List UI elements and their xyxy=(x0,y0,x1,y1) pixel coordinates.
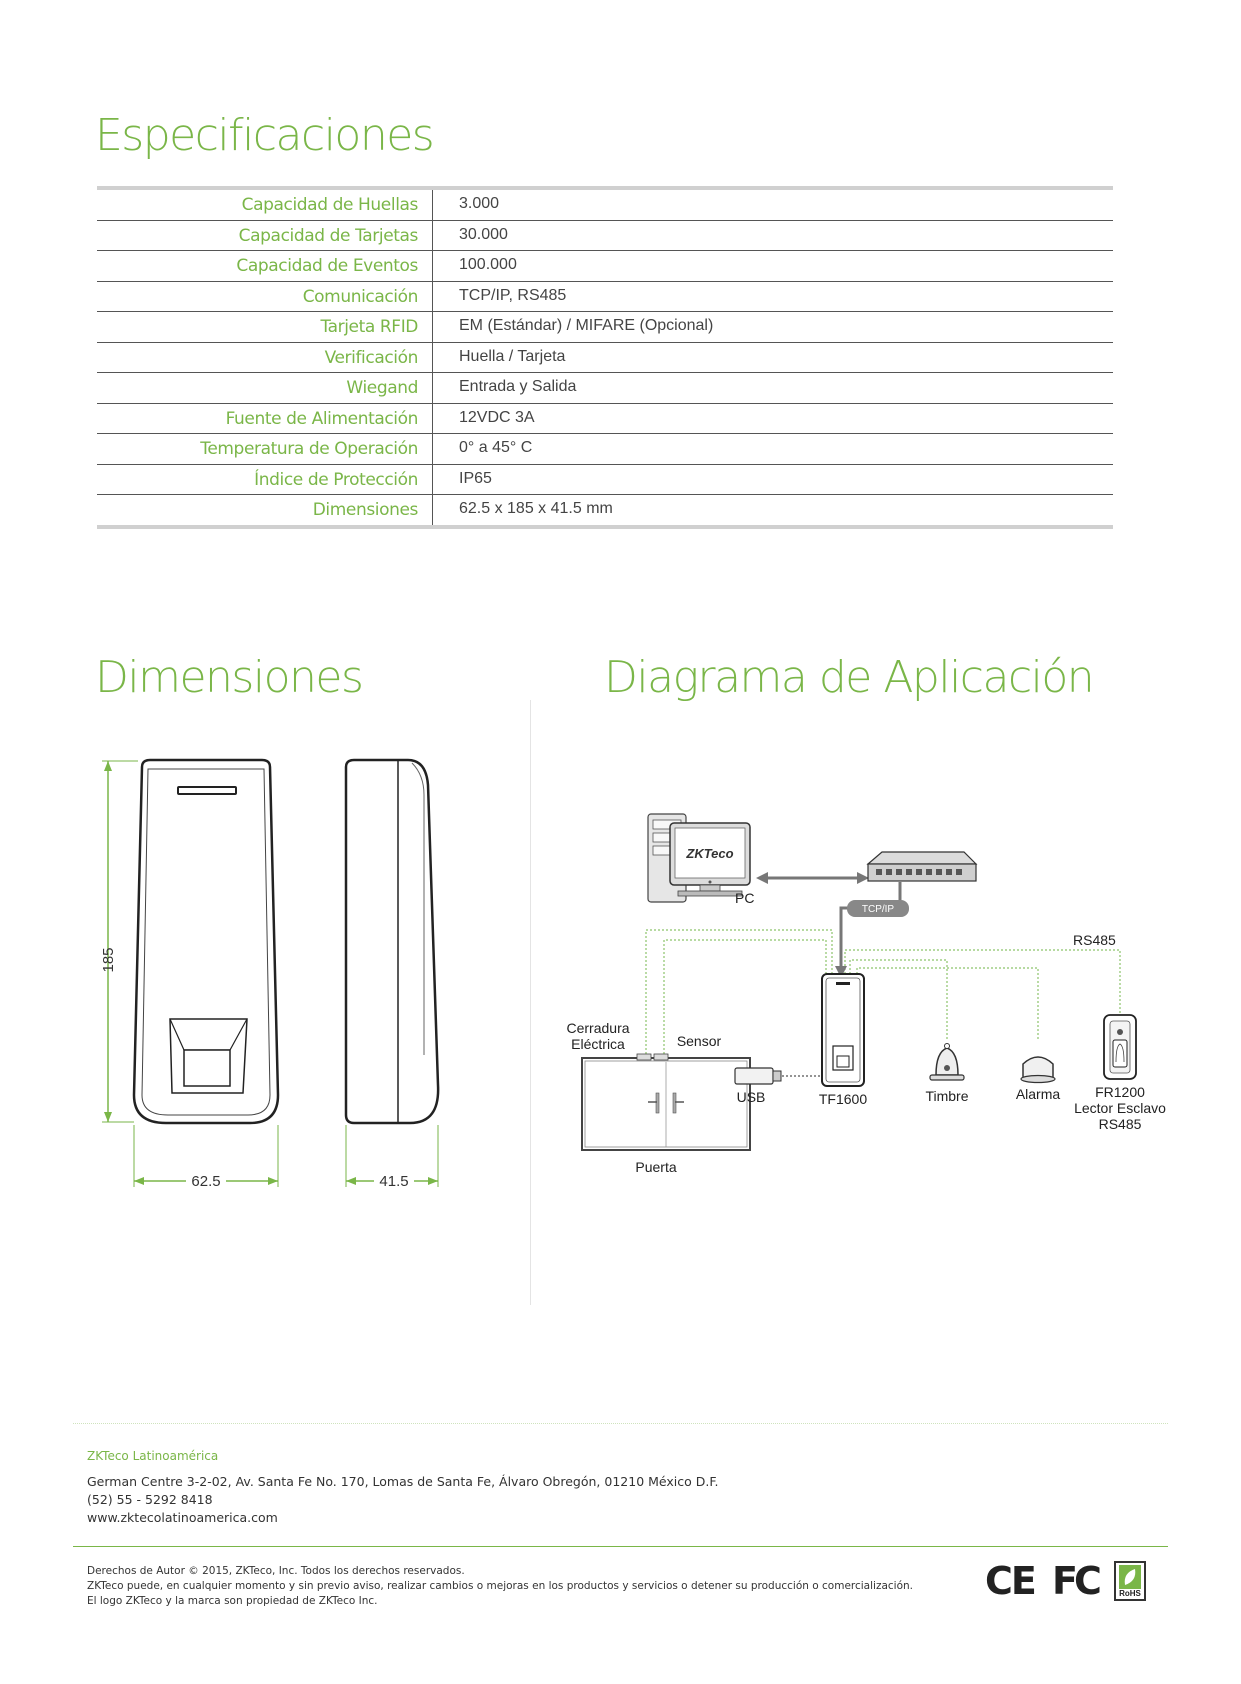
alarm-icon xyxy=(1021,1057,1055,1083)
diagram-title: Diagrama de Aplicación xyxy=(604,652,1094,703)
spec-value: EM (Estándar) / MIFARE (Opcional) xyxy=(459,317,714,334)
side-view xyxy=(346,760,438,1123)
dimensions-title: Dimensiones xyxy=(95,652,363,703)
spec-row xyxy=(97,190,1113,221)
spec-value: 100.000 xyxy=(459,256,517,273)
usb-label: USB xyxy=(736,1089,766,1105)
spec-row xyxy=(97,282,1113,313)
slave-label-3: RS485 xyxy=(1098,1116,1142,1132)
spec-row xyxy=(97,343,1113,374)
spec-label: Comunicación xyxy=(97,282,433,312)
rohs-badge xyxy=(1114,1561,1146,1601)
height-label: 185 xyxy=(100,947,117,973)
spec-label: Temperatura de Operación xyxy=(97,434,433,464)
footer-divider xyxy=(73,1546,1168,1547)
spec-row xyxy=(97,404,1113,435)
legal-line-1: Derechos de Autor © 2015, ZKTeco, Inc. Todos los derechos reservados. xyxy=(87,1565,465,1577)
spec-value: 62.5 x 185 x 41.5 mm xyxy=(459,500,613,517)
slave-label-1: FR1200 xyxy=(1095,1084,1145,1100)
spec-label: Wiegand xyxy=(97,373,433,403)
column-divider xyxy=(530,700,531,1305)
specs-title: Especificaciones xyxy=(95,110,434,161)
spec-row xyxy=(97,251,1113,282)
company-website[interactable]: www.zktecolatinoamerica.com xyxy=(87,1510,278,1525)
spec-value: IP65 xyxy=(459,469,492,487)
pc-brand-label: ZKTeco xyxy=(686,846,734,861)
pc-label: PC xyxy=(735,890,755,906)
front-view xyxy=(134,760,278,1123)
device-label: TF1600 xyxy=(818,1091,868,1107)
switch-icon xyxy=(868,852,976,881)
company-phone: (52) 55 - 5292 8418 xyxy=(87,1492,213,1507)
lock-label-2: Eléctrica xyxy=(571,1036,625,1052)
spec-value: TCP/IP, RS485 xyxy=(459,286,567,304)
spec-row xyxy=(97,495,1113,525)
tcpip-label: TCP/IP xyxy=(861,904,895,915)
spec-label: Índice de Protección xyxy=(97,465,433,495)
slave-reader-icon xyxy=(1104,1015,1136,1079)
spec-value: 30.000 xyxy=(459,225,508,243)
slave-label-2: Lector Esclavo xyxy=(1074,1100,1166,1116)
spec-value: 0° a 45° C xyxy=(459,439,533,456)
lock-label-1: Cerradura xyxy=(566,1020,630,1036)
door-label: Puerta xyxy=(635,1159,677,1175)
company-address: German Centre 3-2-02, Av. Santa Fe No. 170, Lomas de Santa Fe, Álvaro Obregón, 01210 México D.F. xyxy=(87,1474,719,1489)
spec-value: Huella / Tarjeta xyxy=(459,347,566,365)
spec-row xyxy=(97,312,1113,343)
spec-label: Verificación xyxy=(97,343,433,373)
legal-line-2: ZKTeco puede, en cualquier momento y sin previo aviso, realizar cambios o mejoras en los productos y servicios o detener su producción o comercialización. xyxy=(87,1580,913,1592)
device-icon xyxy=(822,974,864,1086)
spec-label: Capacidad de Tarjetas xyxy=(97,221,433,251)
spec-row xyxy=(97,221,1113,252)
pc-icon xyxy=(648,814,750,902)
bell-label: Timbre xyxy=(925,1088,969,1104)
depth-label: 41.5 xyxy=(379,1173,409,1190)
spec-row xyxy=(97,465,1113,496)
spec-label: Capacidad de Eventos xyxy=(97,251,433,281)
width-label: 62.5 xyxy=(191,1173,221,1190)
spec-label: Capacidad de Huellas xyxy=(97,190,433,220)
usb-icon xyxy=(735,1068,781,1084)
spec-value: 12VDC 3A xyxy=(459,408,535,426)
dimensions-drawing xyxy=(90,755,470,1195)
sensor-label: Sensor xyxy=(676,1033,722,1049)
company-name: ZKTeco Latinoamérica xyxy=(87,1449,219,1463)
spec-row xyxy=(97,373,1113,404)
footer-divider-top xyxy=(73,1423,1168,1424)
door-icon xyxy=(582,1054,750,1150)
application-diagram xyxy=(560,800,1180,1200)
spec-label: Dimensiones xyxy=(97,495,433,525)
legal-line-3: El logo ZKTeco y la marca son propiedad de ZKTeco Inc. xyxy=(87,1595,378,1607)
spec-table xyxy=(97,186,1113,529)
leaf-icon xyxy=(1119,1565,1141,1589)
spec-label: Tarjeta RFID xyxy=(97,312,433,342)
rs485-label: RS485 xyxy=(1073,932,1116,948)
spec-value: 3.000 xyxy=(459,195,500,212)
spec-value: Entrada y Salida xyxy=(459,378,577,395)
spec-row xyxy=(97,434,1113,465)
spec-label: Fuente de Alimentación xyxy=(97,404,433,434)
ce-mark-icon: CE xyxy=(985,1559,1035,1603)
fcc-mark-icon: FC xyxy=(1052,1559,1098,1603)
rohs-label: RoHS xyxy=(1119,1589,1141,1598)
alarm-label: Alarma xyxy=(1015,1086,1061,1102)
bell-icon xyxy=(930,1044,964,1081)
